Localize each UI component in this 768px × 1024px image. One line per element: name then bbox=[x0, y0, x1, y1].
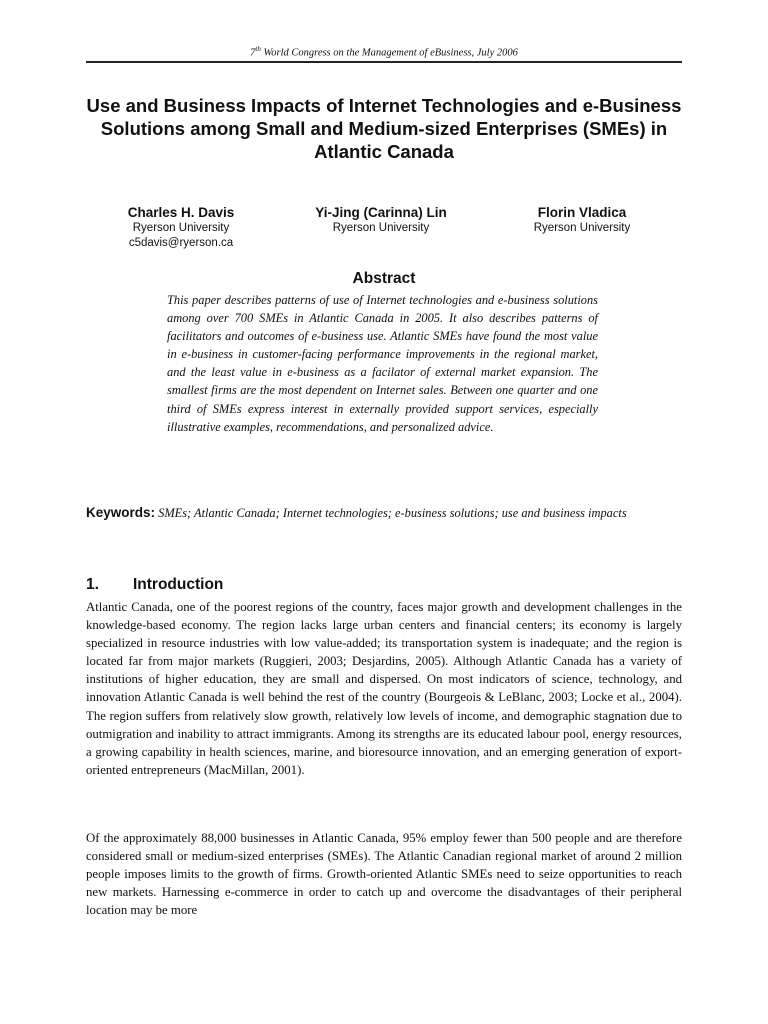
author-email: c5davis@ryerson.ca bbox=[128, 237, 234, 249]
author-3 bbox=[482, 204, 682, 236]
author-name: Charles H. Davis bbox=[127, 205, 235, 220]
keywords-label: Keywords: bbox=[86, 505, 156, 520]
author-1 bbox=[81, 204, 281, 251]
section-heading bbox=[86, 576, 223, 594]
author-name: Yi-Jing (Carinna) Lin bbox=[315, 205, 447, 220]
paper-title: Use and Business Impacts of Internet Technologies and e-Business Solutions among Small and Medium-sized Enterprises (SMEs) in Atlantic Canada bbox=[86, 95, 682, 162]
author-2 bbox=[281, 204, 481, 236]
header-ordinal-suffix: th bbox=[255, 45, 261, 53]
section-number: 1. bbox=[86, 576, 99, 593]
section-title: Introduction bbox=[133, 576, 224, 593]
running-header bbox=[86, 45, 682, 59]
header-rule bbox=[86, 61, 682, 63]
header-text: World Congress on the Management of eBusiness, July 2006 bbox=[260, 47, 518, 59]
keywords bbox=[86, 503, 676, 524]
author-affiliation: Ryerson University bbox=[533, 222, 631, 234]
keywords-text: SMEs; Atlantic Canada; Internet technologies; e-business solutions; use and business impacts bbox=[158, 506, 627, 520]
author-affiliation: Ryerson University bbox=[132, 222, 230, 234]
abstract-heading: Abstract bbox=[352, 270, 416, 287]
author-affiliation: Ryerson University bbox=[332, 222, 430, 234]
body-paragraph-1: Atlantic Canada, one of the poorest regions of the country, faces major growth and development challenges in the knowledge-based economy. The region lacks large urban centers and financial centers; its economy is largely specialized in resource industries with low value-added; its transportation system is inadequate; and the region is located far from major markets (Ruggieri, 2003; Desjardins, 2005). Although Atlantic Canada has a variety of institutions of higher education, they are small and dispersed. On most indicators of science, technology, and innovation Atlantic Canada is well behind the rest of the country (Bourgeois & LeBlanc, 2003; Locke et al., 2004). The region suffers from relatively slow growth, relatively low levels of income, and demographic stagnation due to outmigration and inability to attract immigrants. Among its strengths are its educated labour pool, energy resources, a growing capability in health sciences, marine, and bioresource innovation, and an emerging generation of export-oriented entrepreneurs (MacMillan, 2001). bbox=[86, 600, 682, 777]
abstract-text: This paper describes patterns of use of Internet technologies and e-business solutions among over 700 SMEs in Atlantic Canada in 2005. It also describes patterns of facilitators and outcomes of e-business use. Atlantic SMEs have found the most value in e-business in customer-facing performance improvements in the regional market, and the least value in e-business as a facilator of external market expansion. The smallest firms are the most dependent on Internet sales. Between one quarter and one third of SMEs express interest in externally provided support services, especially illustrative examples, recommendations, and personalized advice. bbox=[167, 293, 598, 434]
body-paragraph-2: Of the approximately 88,000 businesses in Atlantic Canada, 95% employ fewer than 500 people and are therefore considered small or medium-sized enterprises (SMEs). The Atlantic Canadian regional market of around 2 million people imposes limits to the growth of firms. Growth-oriented Atlantic SMEs need to seize opportunities to reach new markets. Harnessing e-commerce in order to catch up and overcome the disadvantages of their peripheral location may be more bbox=[86, 831, 682, 918]
author-name: Florin Vladica bbox=[537, 205, 627, 220]
header-ordinal: 7 bbox=[250, 47, 256, 59]
